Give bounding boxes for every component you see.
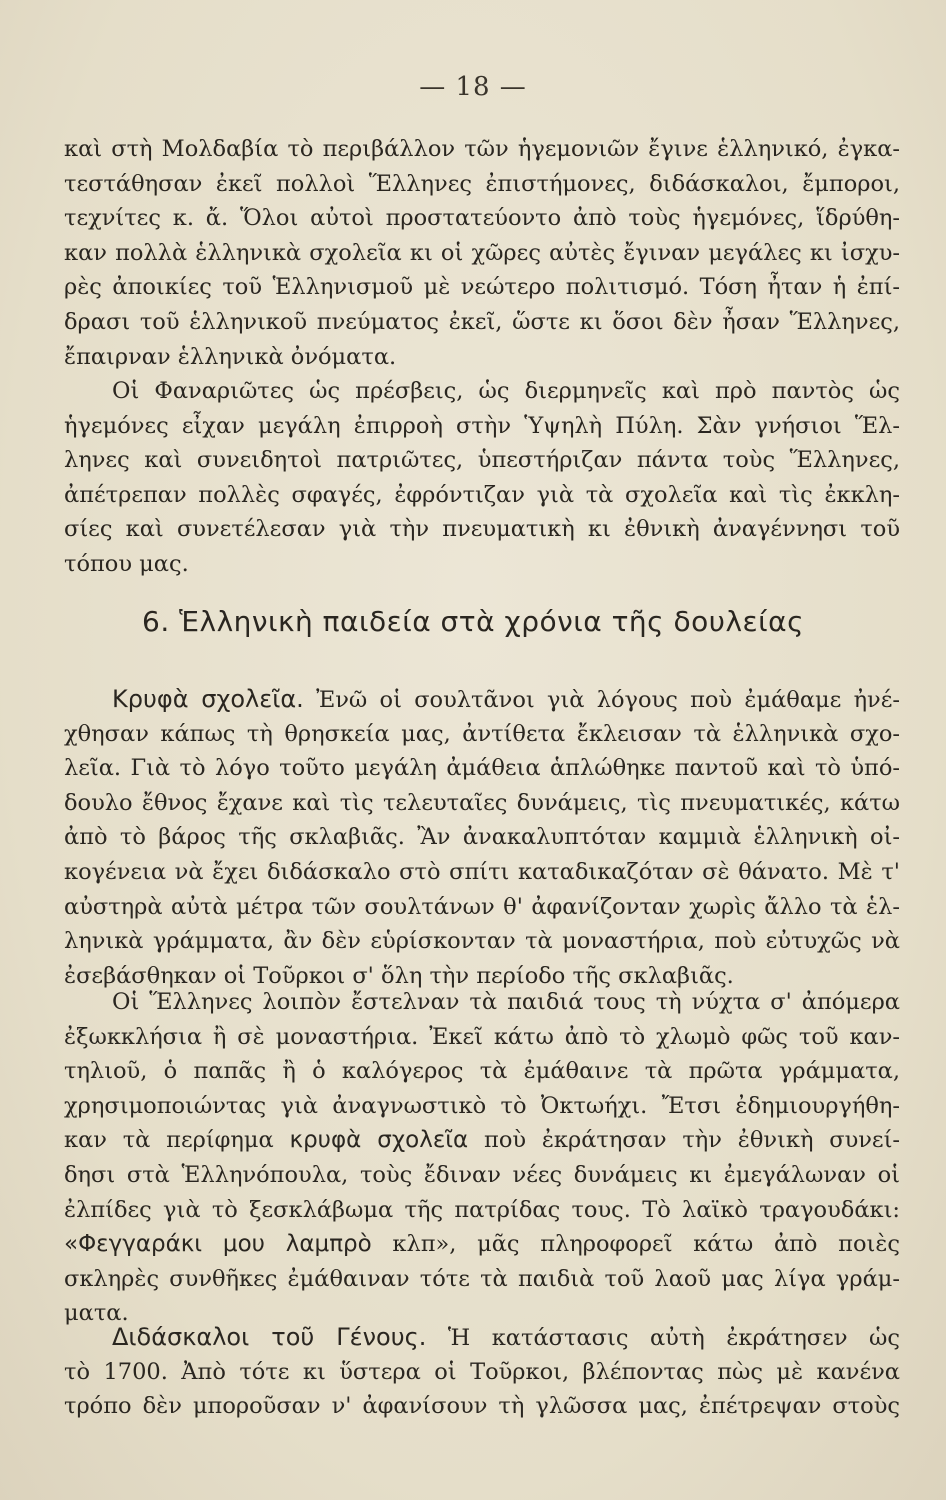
text-line bbox=[64, 1227, 900, 1262]
text-line: αὐστηρὰ αὐτὰ μέτρα τῶν σουλτάνων θ' ἀφανίζονταν χωρὶς ἄλλο τὰ ἑλ- bbox=[64, 893, 900, 920]
text-line: ματα. bbox=[64, 1300, 129, 1327]
text-line: ληνες καὶ συνειδητοὶ πατριῶτες, ὑπεστήριζαν πάντα τοὺς Ἕλληνες, bbox=[64, 447, 900, 474]
text-line: τεστάθησαν ἐκεῖ πολλοὶ Ἕλληνες ἐπιστήμονες, διδάσκαλοι, ἔμποροι, bbox=[64, 170, 900, 197]
paragraph-moldavia bbox=[64, 132, 900, 374]
text-line bbox=[64, 1320, 900, 1355]
text-line: ἡγεμόνες εἶχαν μεγάλη ἐπιρροὴ στὴν Ὑψηλὴ Πύλη. Σὰν γνήσιοι Ἕλ- bbox=[64, 412, 900, 439]
run-in-heading: Διδάσκαλοι τοῦ Γένους. bbox=[112, 1323, 427, 1351]
text-line: Οἱ Φαναριῶτες ὡς πρέσβεις, ὡς διερμηνεῖς καὶ πρὸ παντὸς ὡς bbox=[112, 378, 900, 404]
text-span: ποὺ ἐκράτησαν τὴν ἐθνικὴ συνεί- bbox=[484, 1127, 900, 1154]
text-line bbox=[64, 682, 900, 717]
page-number: — 18 — bbox=[419, 72, 527, 102]
emphasis-song-title: «Φεγγαράκι μου λαμπρὸ bbox=[64, 1231, 372, 1258]
text-line: δουλο ἔθνος ἔχανε καὶ τὶς τελευταῖες δυνάμεις, τὶς πνευματικές, κάτω bbox=[64, 789, 900, 816]
text-line: τρόπο δὲν μποροῦσαν ν' ἀφανίσουν τὴ γλῶσσα μας, ἐπέτρεψαν στοὺς bbox=[64, 1393, 900, 1420]
text-line: καὶ στὴ Μολδαβία τὸ περιβάλλον τῶν ἡγεμονιῶν ἔγινε ἑλληνικό, ἐγκα- bbox=[64, 136, 900, 162]
paragraph-secret-schools bbox=[64, 682, 900, 993]
text-line: ἔπαιρναν ἑλληνικὰ ὀνόματα. bbox=[64, 343, 397, 370]
text-line: δρασι τοῦ ἑλληνικοῦ πνεύματος ἐκεῖ, ὥστε κι ὅσοι δὲν ἦσαν Ἕλληνες, bbox=[64, 308, 900, 335]
text-line: τηλιοῦ, ὁ παπᾶς ἢ ὁ καλόγερος τὰ ἐμάθαινε τὰ πρῶτα γράμματα, bbox=[64, 1058, 900, 1085]
text-span: Ἡ κατάστασις αὐτὴ ἐκράτησεν ὡς bbox=[447, 1325, 900, 1351]
text-line: χθησαν κάπως τὴ θρησκεία μας, ἀντίθετα ἔκλεισαν τὰ ἑλληνικὰ σχο- bbox=[64, 720, 900, 747]
text-line: καν πολλὰ ἑλληνικὰ σχολεῖα κι οἱ χῶρες αὐτὲς ἔγιναν μεγάλες κι ἰσχυ- bbox=[64, 239, 900, 266]
text-line: Οἱ Ἕλληνες λοιπὸν ἔστελναν τὰ παιδιά τους τὴ νύχτα σ' ἀπόμερα bbox=[112, 989, 900, 1015]
text-line bbox=[64, 1123, 900, 1158]
text-line: ἐσεβάσθηκαν οἱ Τοῦρκοι σ' ὅλη τὴν περίοδο τῆς σκλαβιᾶς. bbox=[64, 962, 734, 989]
paragraph-teachers-of-nation bbox=[64, 1320, 900, 1424]
text-line: ἀπέτρεπαν πολλὲς σφαγές, ἐφρόντιζαν γιὰ τὰ σχολεῖα καὶ τὶς ἐκκλη- bbox=[64, 481, 900, 508]
paragraph-night-lessons bbox=[64, 985, 900, 1331]
text-line: κογένεια νὰ ἔχει διδάσκαλο στὸ σπίτι καταδικαζόταν σὲ θάνατο. Μὲ τ' bbox=[64, 858, 900, 885]
run-in-heading: Κρυφὰ σχολεῖα. bbox=[112, 685, 304, 713]
text-line: λεῖα. Γιὰ τὸ λόγο τοῦτο μεγάλη ἀμάθεια ἁπλώθηκε παντοῦ καὶ τὸ ὑπό- bbox=[64, 755, 900, 782]
text-span: Ἐνῶ οἱ σουλτᾶνοι γιὰ λόγους ποὺ ἐμάθαμε ἠνέ- bbox=[316, 687, 900, 713]
text-line: δησι στὰ Ἑλληνόπουλα, τοὺς ἔδιναν νέες δυνάμεις κι ἐμεγάλωναν οἱ bbox=[64, 1161, 900, 1188]
text-line: ληνικὰ γράμματα, ἂν δὲν εὑρίσκονταν τὰ μοναστήρια, ποὺ εὐτυχῶς νὰ bbox=[64, 928, 900, 955]
text-line: τόπου μας. bbox=[64, 550, 189, 577]
paragraph-phanariotes bbox=[64, 374, 900, 582]
section-heading: 6. Ἑλληνικὴ παιδεία στὰ χρόνια τῆς δουλείας bbox=[142, 605, 805, 638]
emphasis-secret-schools: κρυφὰ σχολεῖα bbox=[289, 1127, 469, 1154]
text-line: ἐλπίδες γιὰ τὸ ξεσκλάβωμα τῆς πατρίδας τους. Τὸ λαϊκὸ τραγουδάκι: bbox=[64, 1196, 900, 1223]
text-line: ἐξωκκλήσια ἢ σὲ μοναστήρια. Ἐκεῖ κάτω ἀπὸ τὸ χλωμὸ φῶς τοῦ καν- bbox=[64, 1023, 900, 1050]
text-line: χρησιμοποιώντας γιὰ ἀναγνωστικὸ τὸ Ὀκτωήχι. Ἔτσι ἐδημιουργήθη- bbox=[64, 1092, 900, 1119]
text-line: ἀπὸ τὸ βάρος τῆς σκλαβιᾶς. Ἂν ἀνακαλυπτόταν καμμιὰ ἑλληνικὴ οἰ- bbox=[64, 824, 900, 851]
text-span: καν τὰ περίφημα bbox=[64, 1127, 274, 1154]
text-span: κλπ», μᾶς πληροφορεῖ κάτω ἀπὸ ποιὲς bbox=[392, 1231, 900, 1258]
text-line: τεχνίτες κ. ἄ. Ὅλοι αὐτοὶ προστατεύοντο ἀπὸ τοὺς ἡγεμόνες, ἵδρύθη- bbox=[64, 205, 900, 232]
text-line: ρὲς ἀποικίες τοῦ Ἑλληνισμοῦ μὲ νεώτερο πολιτισμό. Τόση ἦταν ἡ ἐπί- bbox=[64, 274, 900, 301]
text-line: τὸ 1700. Ἀπὸ τότε κι ὕστερα οἱ Τοῦρκοι, βλέποντας πὼς μὲ κανένα bbox=[64, 1358, 900, 1385]
text-line: σίες καὶ συνετέλεσαν γιὰ τὴν πνευματικὴ κι ἐθνικὴ ἀναγέννησι τοῦ bbox=[64, 516, 900, 543]
text-line: σκληρὲς συνθῆκες ἐμάθαιναν τότε τὰ παιδιὰ τοῦ λαοῦ μας λίγα γράμ- bbox=[64, 1265, 900, 1292]
